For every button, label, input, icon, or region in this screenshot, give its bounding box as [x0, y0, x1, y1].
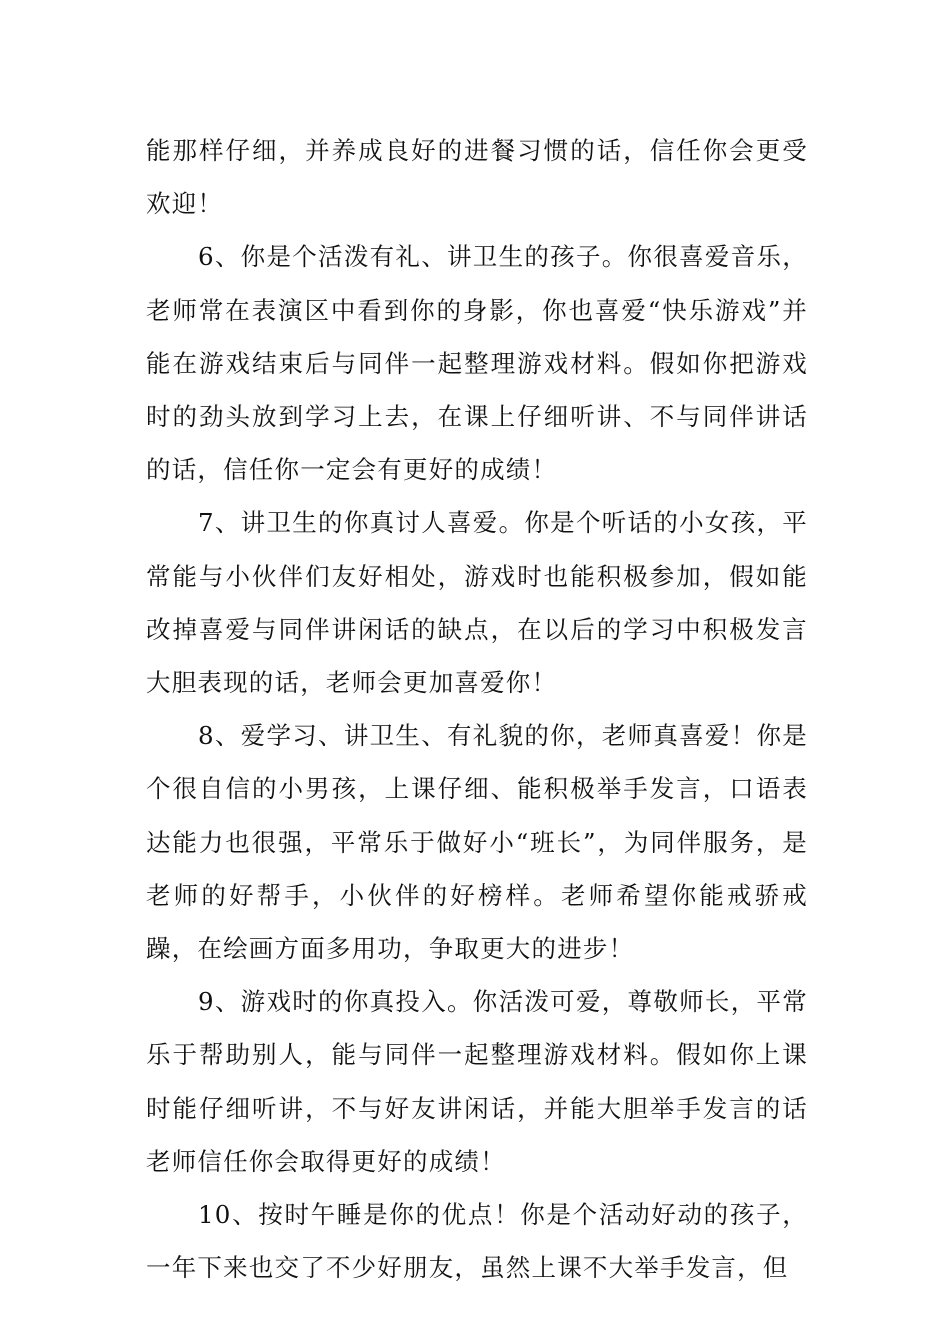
paragraph-item-7: 7、讲卫生的你真讨人喜爱。你是个听话的小女孩，平常能与小伙伴们友好相处，游戏时也能积极参加，假如能改掉喜爱与同伴讲闲话的缺点，在以后的学习中积极发言大胆表现的话，老师会更加喜爱你！	[146, 508, 808, 698]
paragraph-item-10: 10、按时午睡是你的优点！你是个活动好动的孩子，一年下来也交了不少好朋友，虽然上课不大举手发言，但	[146, 1200, 808, 1283]
document-body	[146, 124, 808, 1294]
paragraph-continuation: 能那样仔细，并养成良好的进餐习惯的话，信任你会更受欢迎！	[146, 136, 808, 219]
paragraph-item-9: 9、游戏时的你真投入。你活泼可爱，尊敬师长，平常乐于帮助别人，能与同伴一起整理游戏材料。假如你上课时能仔细听讲，不与好友讲闲话，并能大胆举手发言的话老师信任你会取得更好的成绩！	[146, 987, 808, 1176]
paragraph-item-6: 6、你是个活泼有礼、讲卫生的孩子。你很喜爱音乐，老师常在表演区中看到你的身影，你也喜爱“快乐游戏”并能在游戏结束后与同伴一起整理游戏材料。假如你把游戏时的劲头放到学习上去，在课上仔细听讲、不与同伴讲话的话，信任你一定会有更好的成绩！	[146, 242, 808, 485]
paragraph-item-8: 8、爱学习、讲卫生、有礼貌的你，老师真喜爱！你是个很自信的小男孩，上课仔细、能积极举手发言，口语表达能力也很强，平常乐于做好小“班长”，为同伴服务，是老师的好帮手，小伙伴的好榜样。老师希望你能戒骄戒躁，在绘画方面多用功，争取更大的进步！	[146, 721, 808, 964]
